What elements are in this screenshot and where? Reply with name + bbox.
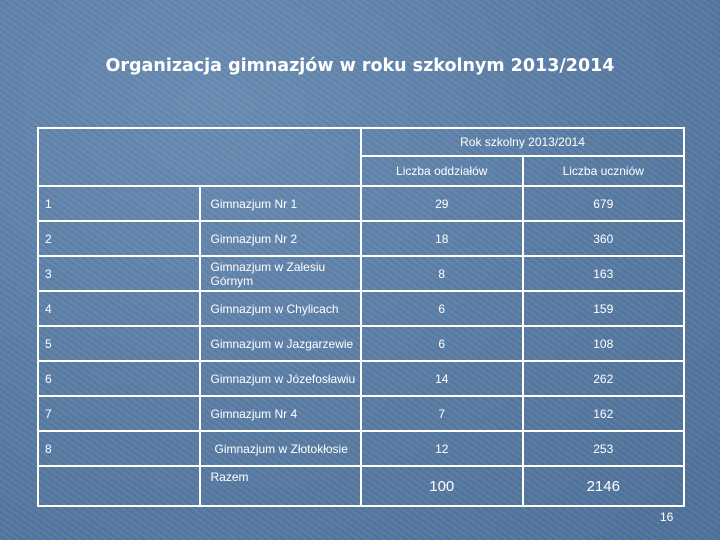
- uczniowie-value: 360: [523, 221, 685, 256]
- oddzialy-value: 7: [361, 396, 523, 431]
- page-number: 16: [660, 510, 674, 524]
- header-empty-cell: [38, 128, 361, 186]
- header-school-year: Rok szkolny 2013/2014: [361, 128, 684, 156]
- total-row: [38, 466, 684, 506]
- table-row: [38, 326, 684, 361]
- uczniowie-value: 162: [523, 396, 685, 431]
- school-name: Gimnazjum w Chylicach: [200, 291, 362, 326]
- row-number: 6: [38, 361, 200, 396]
- table-row: [38, 221, 684, 256]
- uczniowie-value: 679: [523, 186, 685, 221]
- school-name: Gimnazjum Nr 4: [200, 396, 362, 431]
- row-number: 8: [38, 431, 200, 466]
- uczniowie-value: 262: [523, 361, 685, 396]
- total-oddzialy: 100: [361, 466, 523, 506]
- uczniowie-value: 253: [523, 431, 685, 466]
- oddzialy-value: 29: [361, 186, 523, 221]
- table-row: [38, 396, 684, 431]
- uczniowie-value: 108: [523, 326, 685, 361]
- row-number: 2: [38, 221, 200, 256]
- row-number: 1: [38, 186, 200, 221]
- total-uczniowie: 2146: [523, 466, 685, 506]
- school-name: Gimnazjum w Zalesiu Górnym: [200, 256, 362, 291]
- school-name: Gimnazjum w Józefosławiu: [200, 361, 362, 396]
- table-row: [38, 256, 684, 291]
- gimnazja-table: [37, 127, 685, 495]
- uczniowie-value: 159: [523, 291, 685, 326]
- slide-title: Organizacja gimnazjów w roku szkolnym 2013/2014: [105, 56, 615, 76]
- table-row: [38, 186, 684, 221]
- row-number: 7: [38, 396, 200, 431]
- table-row: [38, 291, 684, 326]
- oddzialy-value: 6: [361, 326, 523, 361]
- row-number: 3: [38, 256, 200, 291]
- row-number: 4: [38, 291, 200, 326]
- oddzialy-value: 14: [361, 361, 523, 396]
- oddzialy-value: 18: [361, 221, 523, 256]
- oddzialy-value: 6: [361, 291, 523, 326]
- oddzialy-value: 12: [361, 431, 523, 466]
- table-header-group-row: [38, 128, 684, 156]
- table-row: [38, 361, 684, 396]
- row-number: 5: [38, 326, 200, 361]
- school-name: Gimnazjum w Jazgarzewie: [200, 326, 362, 361]
- school-name: Gimnazjum w Złotokłosie: [200, 431, 362, 466]
- total-label: Razem: [200, 466, 362, 506]
- oddzialy-value: 8: [361, 256, 523, 291]
- header-liczba-uczniow: Liczba uczniów: [523, 156, 685, 186]
- header-liczba-oddzialow: Liczba oddziałów: [361, 156, 523, 186]
- total-empty-cell: [38, 466, 200, 506]
- table-row: [38, 431, 684, 466]
- uczniowie-value: 163: [523, 256, 685, 291]
- school-name: Gimnazjum Nr 1: [200, 186, 362, 221]
- school-name: Gimnazjum Nr 2: [200, 221, 362, 256]
